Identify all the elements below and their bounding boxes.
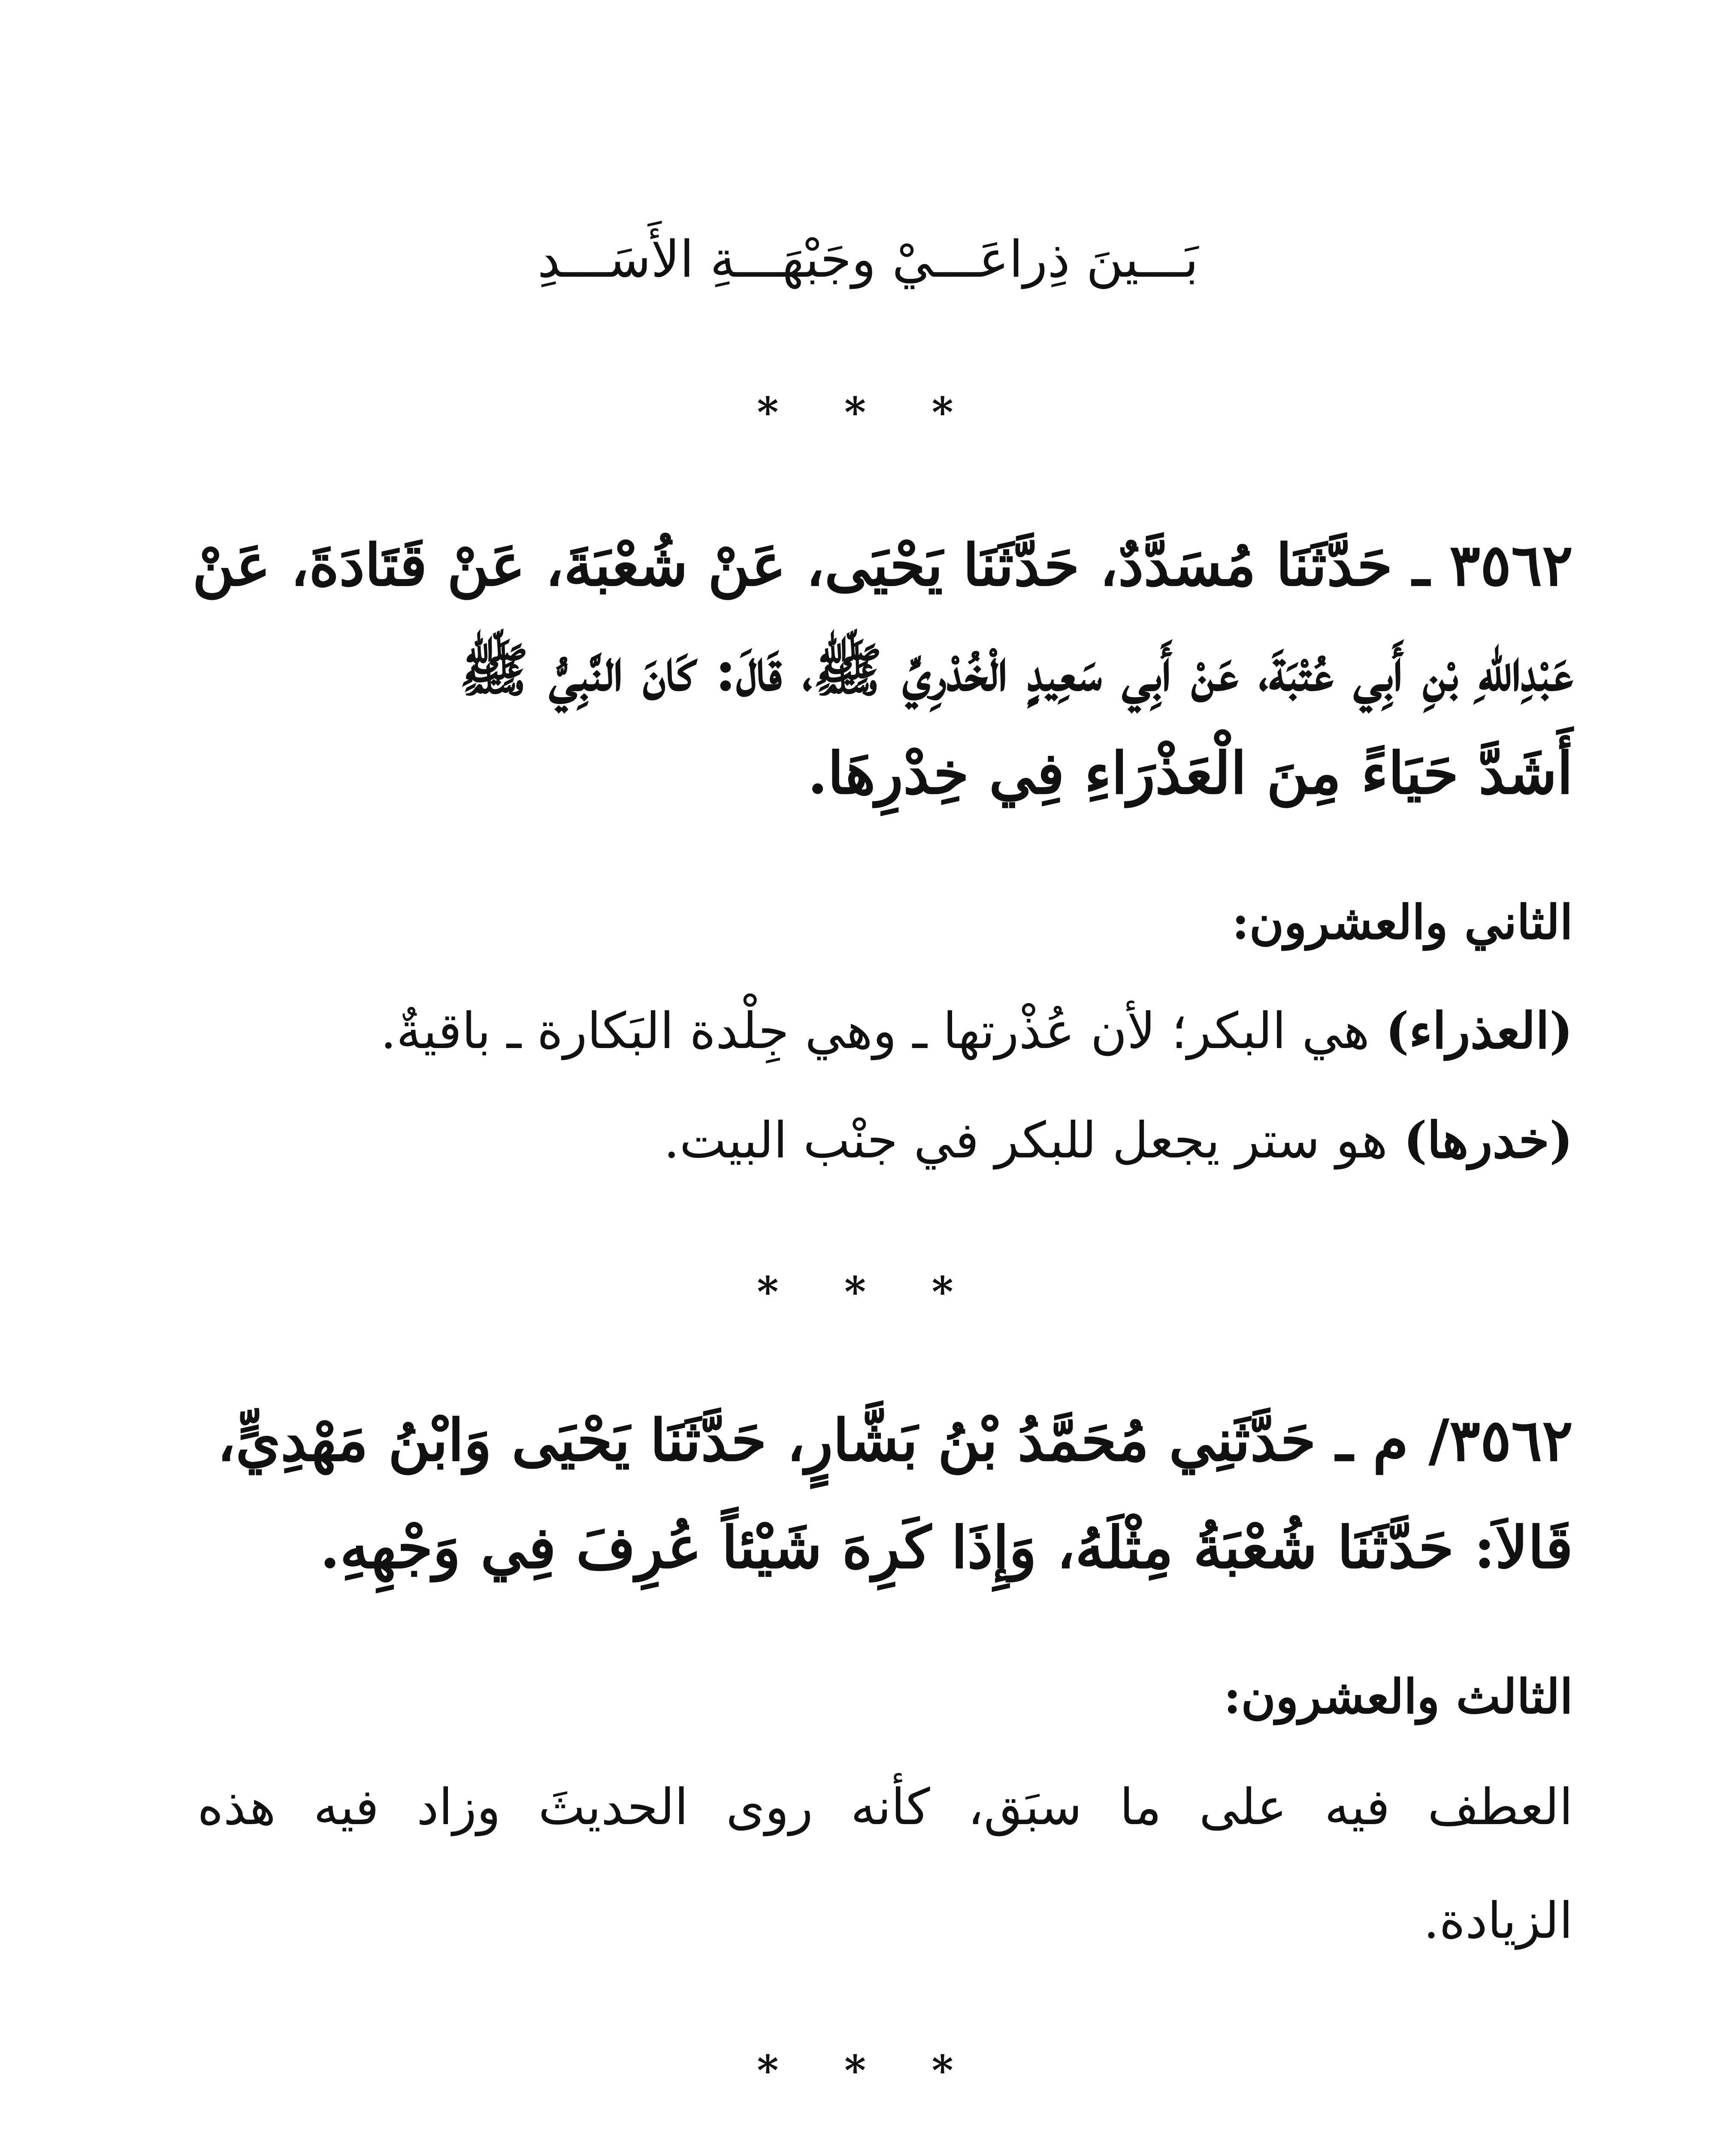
commentary-23-line-2: الزيادة. [1423, 1892, 1573, 1950]
verse-line: بَـــينَ ذِراعَـــيْ وجَبْهَـــةِ الأَسَـــدِ [537, 230, 1199, 289]
commentary-item-1 [0, 1002, 1573, 1060]
separator: * * * [757, 388, 979, 437]
hadith-3562m-line-1: ٣٥٦٢/ م ـ حَدَّثَنِي مُحَمَّدُ بْنُ بَشَّارٍ، حَدَّثَنَا يَحْيَى وَابْنُ مَهْدِيٍّ، [217, 1406, 1573, 1474]
commentary-term: (خدرها) [1403, 1111, 1573, 1169]
commentary-text: هي البكر؛ لأن عُذْرتها ـ وهي جِلْدة البَكارة ـ باقيةٌ. [380, 1002, 1370, 1060]
commentary-text: هو ستر يجعل للبكر في جنْب البيت. [663, 1112, 1388, 1169]
section-label-23: الثالث والعشرون: [1223, 1669, 1573, 1724]
separator: * * * [757, 2046, 979, 2095]
hadith-3562-line-2: عَبْدِاللهِ بْنِ أَبِي عُتْبَةَ، عَنْ أَبِي سَعِيدٍ الْخُدْرِيِّ ﷺ، قَالَ: كَانَ النَّبِيُّ ﷺ [459, 636, 1573, 704]
separator: * * * [757, 1268, 979, 1316]
commentary-item-2 [0, 1111, 1573, 1169]
commentary-term: (العذراء) [1385, 1002, 1573, 1060]
hadith-3562-line-3: أَشَدَّ حَيَاءً مِنَ الْعَذْرَاءِ فِي خِدْرِهَا. [808, 739, 1573, 807]
hadith-3562-line-1: ٣٥٦٢ ـ حَدَّثَنَا مُسَدَّدٌ، حَدَّثَنَا يَحْيَى، عَنْ شُعْبَةَ، عَنْ قَتَادَةَ، عَنْ [192, 531, 1573, 599]
section-label-22: الثاني والعشرون: [1232, 894, 1573, 950]
hadith-3562m-line-2: قَالاَ: حَدَّثَنَا شُعْبَةُ مِثْلَهُ، وَإِذَا كَرِهَ شَيْئاً عُرِفَ فِي وَجْهِهِ. [320, 1514, 1573, 1581]
commentary-23-line-1: العطف فيه على ما سبَق، كأنه روى الحديثَ وزاد فيه هذه [197, 1778, 1573, 1836]
